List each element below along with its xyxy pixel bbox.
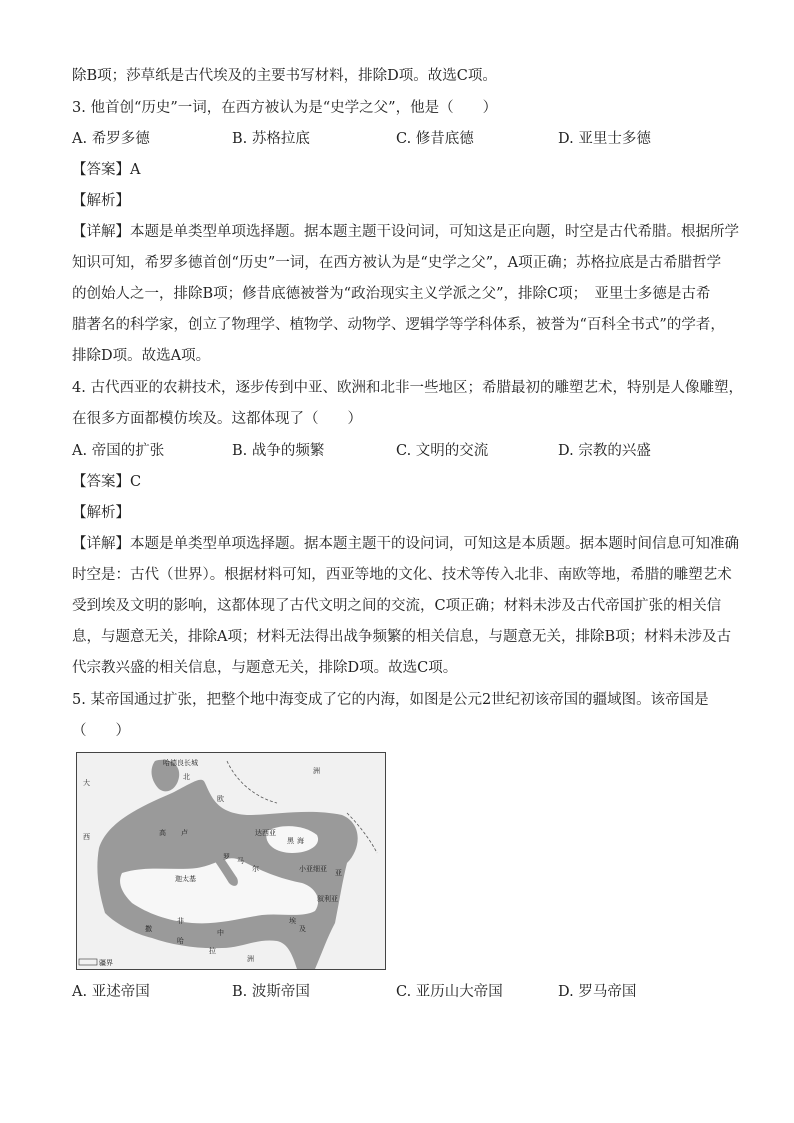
map-label: 西 — [83, 833, 90, 841]
map-label: 迦太基 — [175, 875, 196, 883]
q4-detail-line: 【详解】本题是单类型单项选择题。据本题主题干的设问词，可知这是本质题。据本题时间信息可知准确 — [72, 536, 739, 552]
map-label: 高 — [159, 829, 166, 837]
map-label: 拉 — [209, 947, 216, 955]
text-line: 除B项；莎草纸是古代埃及的主要书写材料，排除D项。故选C项。 — [72, 68, 497, 84]
map-graphic — [77, 753, 385, 969]
map-label: 罗 — [223, 853, 230, 861]
map-label: 洲 — [247, 955, 254, 963]
map-label: 欧 — [217, 795, 224, 803]
q4-detail-line: 受到埃及文明的影响，这都体现了古代文明之间的交流，C项正确；材料未涉及古代帝国扩张的相关信 — [72, 598, 722, 614]
q3-answer: 【答案】A — [72, 162, 141, 178]
q4-detail-line: 时空是：古代（世界）。根据材料可知，西亚等地的文化、技术等传入北非、南欧等地，希腊的雕塑艺术 — [72, 567, 732, 583]
q5-option-a: A. 亚述帝国 — [72, 984, 150, 1000]
q4-analysis-heading: 【解析】 — [72, 505, 130, 521]
map-legend-label: 疆界 — [99, 959, 113, 967]
empire-map — [76, 752, 386, 970]
map-label: 亚 — [335, 869, 342, 877]
q3-detail-line: 知识可知，希罗多德首创“历史”一词，在西方被认为是“史学之父”，A项正确；苏格拉底是古希腊哲学 — [72, 255, 722, 271]
map-label: 大 — [83, 779, 90, 787]
q3-detail-line: 【详解】本题是单类型单项选择题。据本题主题干设问词，可知这是正向题，时空是古代希腊。根据所学 — [72, 224, 739, 240]
q3-detail-line: 的创始人之一，排除B项；修昔底德被誉为“政治现实主义学派之父”，排除C项； 亚里士多德是古希 — [72, 286, 711, 302]
q3-option-c: C. 修昔底德 — [396, 131, 474, 147]
q3-detail-line: 排除D项。故选A项。 — [72, 348, 211, 364]
q4-option-c: C. 文明的交流 — [396, 443, 489, 459]
question-5-cont: （ ） — [72, 723, 130, 739]
q3-option-d: D. 亚里士多德 — [558, 131, 651, 147]
map-label: 非 — [177, 917, 184, 925]
map-label: 海 — [297, 837, 304, 845]
map-label: 哈 — [177, 937, 184, 945]
q5-option-d: D. 罗马帝国 — [558, 984, 637, 1000]
map-label: 及 — [299, 925, 306, 933]
q4-detail-line: 代宗教兴盛的相关信息，与题意无关，排除D项。故选C项。 — [72, 660, 458, 676]
map-label: 撒 — [145, 925, 152, 933]
map-label: 中 — [217, 929, 224, 937]
q3-analysis-heading: 【解析】 — [72, 193, 130, 209]
map-label: 达西亚 — [255, 829, 276, 837]
q4-option-d: D. 宗教的兴盛 — [558, 443, 651, 459]
q5-option-c: C. 亚历山大帝国 — [396, 984, 503, 1000]
q4-option-b: B. 战争的频繁 — [232, 443, 325, 459]
q5-option-b: B. 波斯帝国 — [232, 984, 310, 1000]
question-5: 5. 某帝国通过扩张，把整个地中海变成了它的内海，如图是公元2世纪初该帝国的疆域图。该帝国是 — [72, 692, 709, 708]
map-label: 哈德良长城 — [163, 759, 198, 767]
map-label: 小亚细亚 — [299, 865, 327, 873]
map-label: 马 — [237, 857, 244, 865]
map-label: 北 — [183, 773, 190, 781]
q4-answer: 【答案】C — [72, 474, 142, 490]
map-label: 洲 — [313, 767, 320, 775]
map-label: 尔 — [252, 865, 259, 873]
question-4-cont: 在很多方面都模仿埃及。这都体现了（ ） — [72, 411, 362, 427]
map-label: 埃 — [289, 917, 296, 925]
question-4: 4. 古代西亚的农耕技术，逐步传到中亚、欧洲和北非一些地区；希腊最初的雕塑艺术，特别是人像雕塑， — [72, 380, 743, 396]
q3-option-b: B. 苏格拉底 — [232, 131, 310, 147]
q4-option-a: A. 帝国的扩张 — [72, 443, 165, 459]
map-label: 叙利亚 — [317, 895, 338, 903]
q3-detail-line: 腊著名的科学家，创立了物理学、植物学、动物学、逻辑学等学科体系，被誉为“百科全书式”的学者， — [72, 317, 725, 333]
question-3: 3. 他首创“历史”一词，在西方被认为是“史学之父”，他是（ ） — [72, 100, 498, 116]
q4-detail-line: 息，与题意无关，排除A项；材料无法得出战争频繁的相关信息，与题意无关，排除B项；材料未涉及古 — [72, 629, 732, 645]
q3-option-a: A. 希罗多德 — [72, 131, 150, 147]
map-label: 黑 — [287, 837, 294, 845]
map-label: 卢 — [181, 829, 188, 837]
